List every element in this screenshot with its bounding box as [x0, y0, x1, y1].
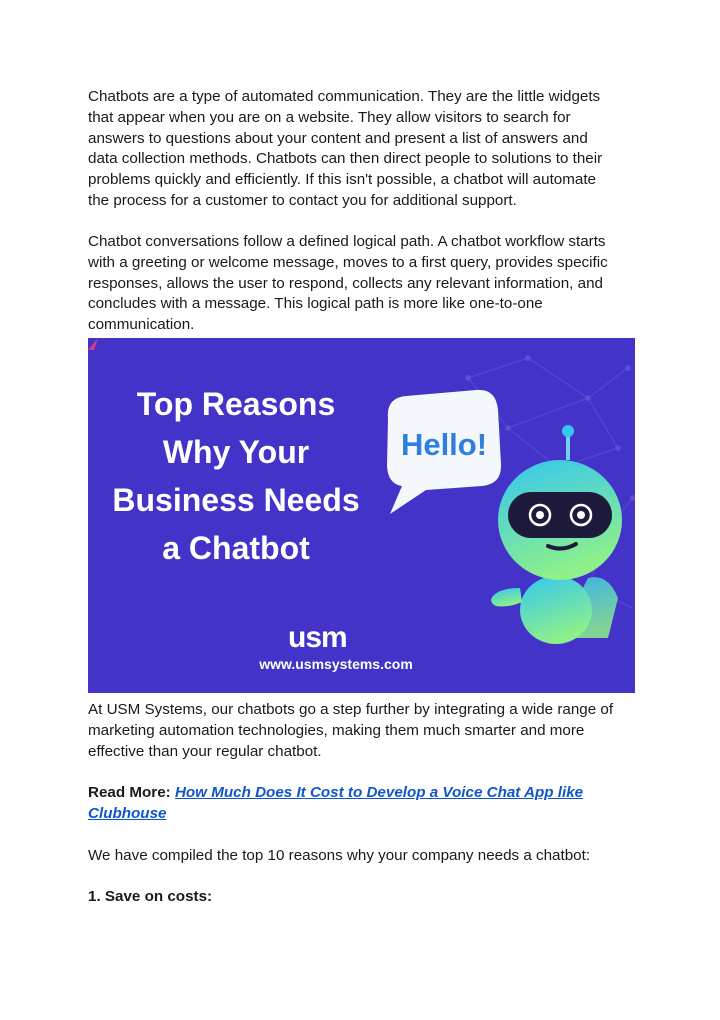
- text-line: answers to questions about your content and present a list of answers and: [88, 129, 588, 147]
- read-more-line: [88, 804, 648, 825]
- paragraph-top-reasons: We have compiled the top 10 reasons why your company needs a chatbot:: [88, 847, 591, 864]
- bubble-text: Hello!: [400, 427, 488, 462]
- text-line: concludes with a message. This logical path is more like one-to-one: [88, 295, 543, 313]
- section-heading: 1. Save on costs:: [88, 888, 213, 905]
- headline-line: a Chatbot: [162, 530, 310, 566]
- read-more-label: Read More:: [88, 784, 171, 801]
- text-line: Chatbots are a type of automated communication. They are the little widgets: [88, 88, 601, 105]
- speech-bubble: [387, 390, 501, 514]
- text-line: effective than your regular chatbot.: [88, 742, 322, 760]
- banner-headline: [88, 380, 384, 572]
- read-more-link[interactable]: How Much Does It Cost to Develop a Voice Chat App like: [174, 784, 584, 801]
- text-line: that appear when you are on a website. They allow visitors to search for: [88, 108, 571, 126]
- paragraph-usm-systems: [88, 700, 648, 762]
- headline-line: Top Reasons: [136, 386, 336, 422]
- text-line: data collection methods. Chatbots can then direct people to solutions to their: [88, 150, 603, 168]
- headline-line: Business Needs: [112, 482, 360, 518]
- text-line: responses, allows the user to respond, collects any relevant information, and: [88, 274, 603, 292]
- paragraph-workflow: [88, 232, 648, 336]
- headline-line: Why Your: [162, 434, 310, 470]
- paragraph-intro: [88, 87, 648, 212]
- text-line: the process for a customer to contact you for additional support.: [88, 191, 517, 209]
- robot-mascot-icon: [491, 425, 622, 644]
- text-line: with a greeting or welcome message, moves to a first query, provides specific: [88, 253, 608, 271]
- text-line: At USM Systems, our chatbots go a step further by integrating a wide range of: [88, 701, 614, 718]
- website-url: www.usmsystems.com: [259, 656, 413, 672]
- read-more-line: [88, 783, 648, 804]
- text-line: marketing automation technologies, making them much smarter and more: [88, 721, 585, 739]
- text-line: problems quickly and efficiently. If this isn't possible, a chatbot will automate: [88, 171, 596, 189]
- usm-logo: usm: [288, 621, 347, 654]
- logo-tick-icon: [88, 338, 98, 350]
- read-more-link-continued[interactable]: Clubhouse: [88, 804, 167, 822]
- text-line: Chatbot conversations follow a defined logical path. A chatbot workflow starts: [88, 233, 606, 250]
- read-more-block: [88, 783, 648, 825]
- chatbot-banner-image: [88, 338, 635, 693]
- text-line: communication.: [88, 316, 195, 334]
